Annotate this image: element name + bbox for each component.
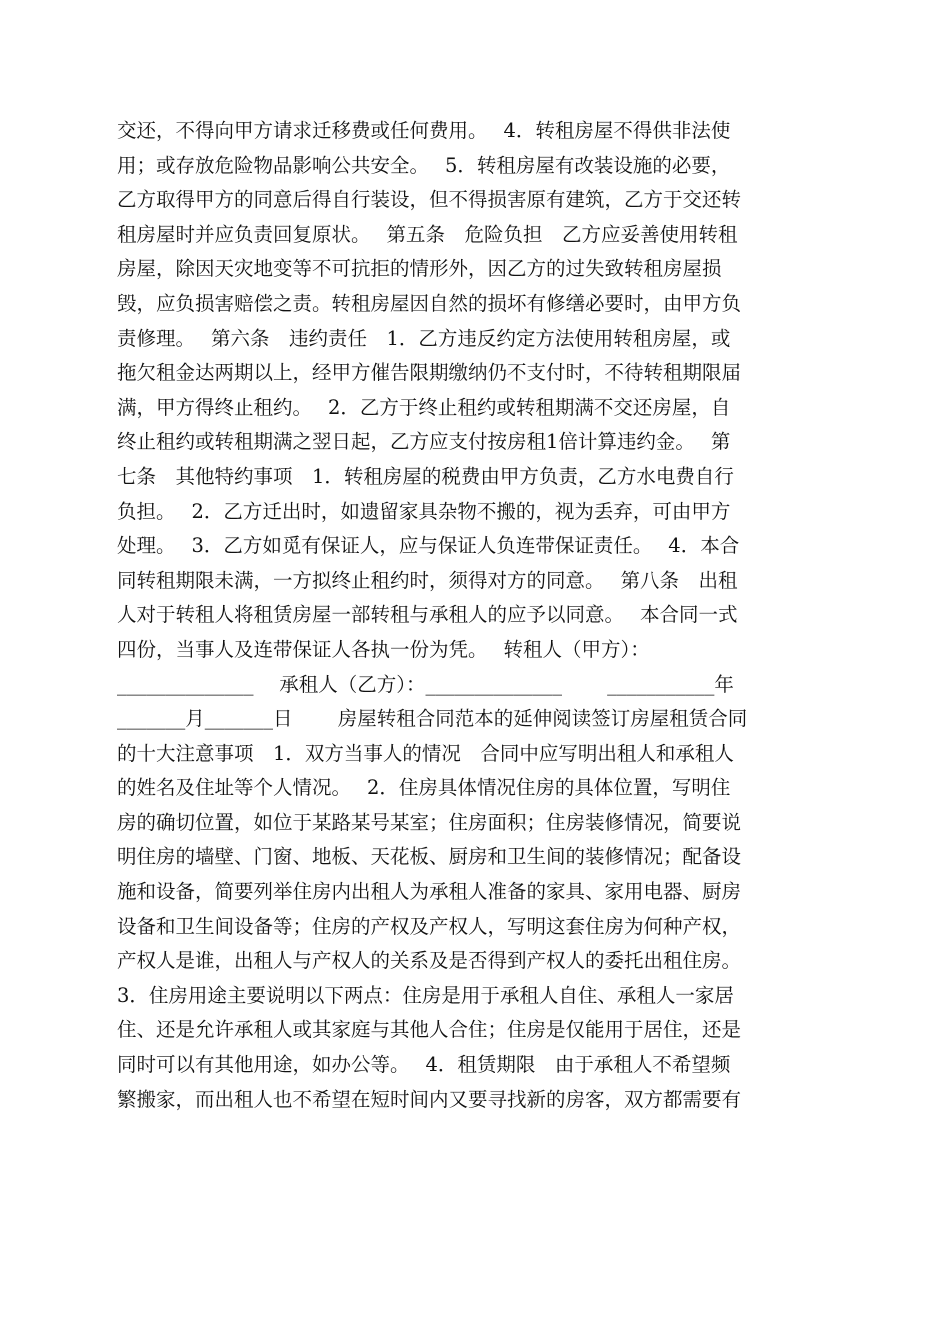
text-line: 房屋，除因天灾地变等不可抗拒的情形外，因乙方的过失致转租房屋损: [117, 257, 722, 281]
text-line: 同转租期限未满，一方拟终止租约时，须得对方的同意。 第八条 出租: [117, 568, 738, 592]
text-line: 交还，不得向甲方请求迁移费或任何费用。 4．转租房屋不得供非法使: [117, 119, 731, 142]
text-line: 的姓名及住址等个人情况。 2．住房具体情况住房的具体位置，写明住: [117, 776, 731, 800]
text-line: 租房屋时并应负责回复原状。 第五条 危险负担 乙方应妥善使用转租: [117, 222, 738, 246]
text-line: 繁搬家，而出租人也不希望在短时间内又要寻找新的房客，双方都需要有: [117, 1087, 742, 1111]
text-line: 房的确切位置，如位于某路某号某室；住房面积；住房装修情况，简要说: [117, 810, 742, 834]
text-line: 处理。 3．乙方如觅有保证人，应与保证人负连带保证责任。 4．本合: [117, 534, 740, 558]
text-line: 四份，当事人及连带保证人各执一份为凭。 转租人（甲方）：: [117, 637, 650, 661]
text-line: 的十大注意事项 1．双方当事人的情况 合同中应写明出租人和承租人: [117, 741, 734, 765]
text-line: 人对于转租人将租赁房屋一部转租与承租人的应予以同意。 本合同一式: [117, 603, 738, 627]
signature-line: ______________ 承租人（乙方）：______________ ___________年: [117, 672, 734, 696]
document-body: [117, 114, 833, 1117]
text-line: 用；或存放危险物品影响公共安全。 5．转租房屋有改装设施的必要，: [117, 153, 731, 177]
text-line: 产权人是谁，出租人与产权人的关系及是否得到产权人的委托出租住房。: [117, 949, 742, 973]
text-line: 设备和卫生间设备等；住房的产权及产权人，写明这套住房为何种产权，: [117, 914, 742, 938]
text-line: 责修理。 第六条 违约责任 1．乙方违反约定方法使用转租房屋，或: [117, 326, 731, 350]
text-line: 施和设备，简要列举住房内出租人为承租人准备的家具、家用电器、厨房: [117, 880, 742, 904]
text-line: 毁，应负损害赔偿之责。转租房屋因自然的损坏有修缮必要时，由甲方负: [117, 291, 742, 315]
text-line: 3．住房用途主要说明以下两点：住房是用于承租人自住、承租人一家居: [117, 983, 734, 1007]
text-line: 七条 其他特约事项 1．转租房屋的税费由甲方负责，乙方水电费自行: [117, 464, 734, 488]
text-line: 拖欠租金达两期以上，经甲方催告限期缴纳仍不支付时，不待转租期限届: [117, 361, 742, 385]
text-line: 明住房的墙壁、门窗、地板、天花板、厨房和卫生间的装修情况；配备设: [117, 845, 742, 869]
text-line: 满，甲方得终止租约。 2．乙方于终止租约或转租期满不交还房屋，自: [117, 395, 731, 419]
date-line: _______月_______日 房屋转租合同范本的延伸阅读签订房屋租赁合同: [117, 707, 748, 731]
text-line: 负担。 2．乙方迁出时，如遗留家具杂物不搬的，视为丢弃，可由甲方: [117, 499, 731, 523]
text-line: 乙方取得甲方的同意后得自行装设，但不得损害原有建筑，乙方于交还转: [117, 188, 742, 212]
text-line: 同时可以有其他用途，如办公等。 4．租赁期限 由于承租人不希望频: [117, 1053, 731, 1077]
text-line: 住、还是允许承租人或其家庭与其他人合住；住房是仅能用于居住，还是: [117, 1018, 742, 1042]
text-line: 终止租约或转租期满之翌日起，乙方应支付按房租1倍计算违约金。 第: [117, 430, 731, 454]
